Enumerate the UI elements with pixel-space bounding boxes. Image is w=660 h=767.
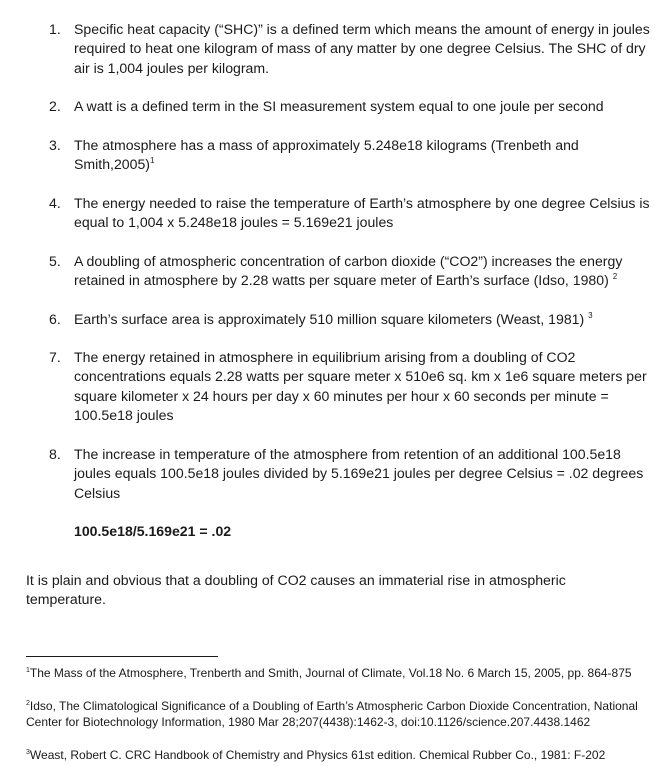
footnote-text: Weast, Robert C. CRC Handbook of Chemistry and Physics 61st edition. Chemical Rubber Co., 1981: F-202 bbox=[29, 748, 606, 762]
list-item bbox=[49, 20, 650, 78]
list-item bbox=[49, 252, 650, 291]
item-number: 5. bbox=[49, 253, 61, 269]
footnote-mark: 2 bbox=[26, 700, 30, 707]
list-item bbox=[49, 136, 650, 175]
item-text: A watt is a defined term in the SI measurement system equal to one joule per second bbox=[74, 98, 604, 114]
item-number: 4. bbox=[49, 195, 61, 211]
item-text: The increase in temperature of the atmosphere from retention of an additional 100.5e18 joules equals 100.5e18 joules divided by 5.169e21 joules per degree Celsius = .02 degrees Celsius bbox=[74, 446, 644, 501]
footnote bbox=[26, 698, 650, 731]
footnote-mark: 1 bbox=[26, 667, 30, 674]
item-text: The energy needed to raise the temperature of Earth’s atmosphere by one degree Celsius is equal to 1,004 x 5.248e18 joules = 5.169e21 joules bbox=[74, 195, 650, 231]
item-text: The energy retained in atmosphere in equilibrium arising from a doubling of CO2 concentrations equals 2.28 watts per square meter x 510e6 sq. km x 1e6 square meters per square kilometer x 24 hours per day x 60 minutes per hour x 60 seconds per minute = 100.5e18 joules bbox=[74, 349, 647, 424]
footnote bbox=[26, 747, 650, 763]
item-number: 3. bbox=[49, 137, 61, 153]
item-number: 6. bbox=[49, 311, 61, 327]
item-number: 2. bbox=[49, 98, 61, 114]
footnote-ref: 1 bbox=[150, 156, 155, 166]
footnote-text: Idso, The Climatological Significance of a Doubling of Earth’s Atmospheric Carbon Dioxide Concentration, National Center for Biotechnology Information, 1980 Mar 28;207(4438):1462-3, doi:10.1126/science.207.4438.1462 bbox=[26, 699, 638, 730]
footnote-ref: 2 bbox=[612, 272, 618, 282]
list-item bbox=[49, 310, 650, 329]
item-text: Earth’s surface area is approximately 510 million square kilometers (Weast, 1981) bbox=[74, 311, 589, 327]
list-item bbox=[49, 348, 650, 426]
item-text: A doubling of atmospheric concentration of carbon dioxide (“CO2”) increases the energy retained in atmosphere by 2.28 watts per square meter of Earth’s surface (Idso, 1980) bbox=[74, 253, 623, 289]
item-number: 8. bbox=[49, 446, 61, 462]
equation: 100.5e18/5.169e21 = .02 bbox=[74, 523, 232, 539]
item-number: 1. bbox=[49, 21, 61, 37]
footnote-ref: 3 bbox=[588, 311, 593, 320]
footnote bbox=[26, 665, 650, 681]
footnote-text: The Mass of the Atmosphere, Trenberth and Smith, Journal of Climate, Vol.18 No. 6 March 15, 2005, pp. 864-875 bbox=[29, 666, 632, 680]
item-number: 7. bbox=[49, 349, 61, 365]
conclusion-paragraph: It is plain and obvious that a doubling of CO2 causes an immaterial rise in atmospheric temperature. bbox=[26, 572, 566, 608]
item-text: Specific heat capacity (“SHC)” is a defined term which means the amount of energy in joules required to heat one kilogram of mass of any matter by one degree Celsius. The SHC of dry air is 1,004 joules per kilogram. bbox=[74, 21, 650, 76]
list-item bbox=[49, 97, 650, 116]
footnote-mark: 3 bbox=[26, 749, 30, 756]
list-item bbox=[49, 194, 650, 233]
list-item bbox=[49, 445, 650, 503]
footnote-separator bbox=[26, 656, 218, 657]
item-text: The atmosphere has a mass of approximately 5.248e18 kilograms (Trenbeth and Smith,2005) bbox=[74, 137, 579, 173]
